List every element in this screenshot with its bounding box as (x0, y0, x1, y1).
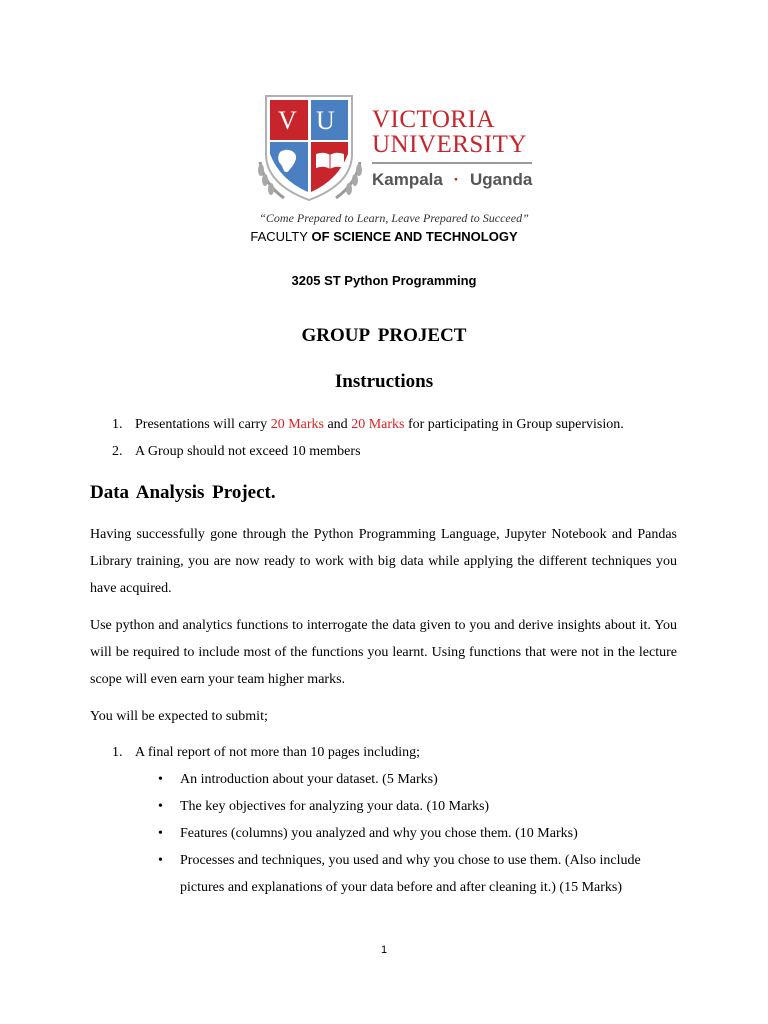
bullet-item (158, 766, 678, 793)
faculty-heading (0, 229, 768, 244)
item-text: for participating in Group supervision. (404, 417, 624, 432)
logo-divider (372, 162, 532, 164)
document-title: GROUP PROJECT (301, 325, 467, 346)
university-tagline: “Come Prepared to Learn, Leave Prepared to Succeed” (259, 211, 529, 225)
bullet-text: Features (columns) you analyzed and why you chose them. (10 Marks) (180, 826, 578, 841)
university-location (372, 170, 532, 190)
bullet-icon: • (158, 799, 163, 814)
instructions-heading: Instructions (334, 371, 434, 392)
bullet-item (158, 793, 678, 820)
location-separator: · (453, 170, 460, 189)
item-number: 1. (112, 417, 123, 432)
paragraph-task: Use python and analytics functions to interrogate the data given to you and derive insights about it. You will be required to include most of the functions you learnt. Using functions that were not in the lecture scope will even earn your team higher marks. (90, 618, 677, 687)
bullet-text: Processes and techniques, you used and why you chose to use them. (Also include pictures and explanations of your data before and after cleaning it.) (15 Marks) (180, 853, 641, 895)
item-text: and (323, 417, 352, 432)
paragraph-submit: You will be expected to submit; (90, 709, 268, 724)
item-text: A final report of not more than 10 pages including; (135, 745, 420, 760)
faculty-name: OF SCIENCE AND TECHNOLOGY (307, 229, 518, 244)
item-number: 2. (112, 444, 123, 459)
instruction-item-2 (112, 443, 361, 461)
bullet-icon: • (158, 772, 163, 787)
deliverable-item-1 (112, 744, 420, 762)
shield-emblem-icon (252, 92, 372, 212)
university-name-line2: UNIVERSITY (372, 131, 527, 158)
item-text: Presentations will carry (135, 417, 271, 432)
location-city: Kampala (372, 170, 443, 189)
bullet-item (158, 847, 678, 901)
marks-highlight: 20 Marks (270, 417, 324, 432)
bullet-icon: • (158, 826, 163, 841)
bullet-text: An introduction about your dataset. (5 Marks) (180, 772, 438, 787)
course-title: 3205 ST Python Programming (291, 273, 477, 288)
section-heading: Data Analysis Project. (90, 482, 276, 503)
bullet-icon: • (158, 853, 163, 868)
item-number: 1. (112, 745, 123, 760)
page-number: 1 (380, 944, 388, 956)
university-name-line1: VICTORIA (372, 106, 495, 133)
logo-letter-u: U (316, 106, 335, 135)
logo-letter-v: V (278, 106, 297, 135)
faculty-prefix: FACULTY (250, 229, 308, 244)
bullet-text: The key objectives for analyzing your data. (10 Marks) (180, 799, 490, 814)
location-country: Uganda (470, 170, 533, 189)
marks-highlight: 20 Marks (351, 417, 405, 432)
instruction-item-1 (112, 416, 624, 434)
bullet-item (158, 820, 678, 847)
item-text: A Group should not exceed 10 members (135, 444, 361, 459)
paragraph-intro: Having successfully gone through the Python Programming Language, Jupyter Notebook and Pandas Library training, you are now ready to work with big data while applying the different techniques you have acquired. (90, 527, 677, 596)
